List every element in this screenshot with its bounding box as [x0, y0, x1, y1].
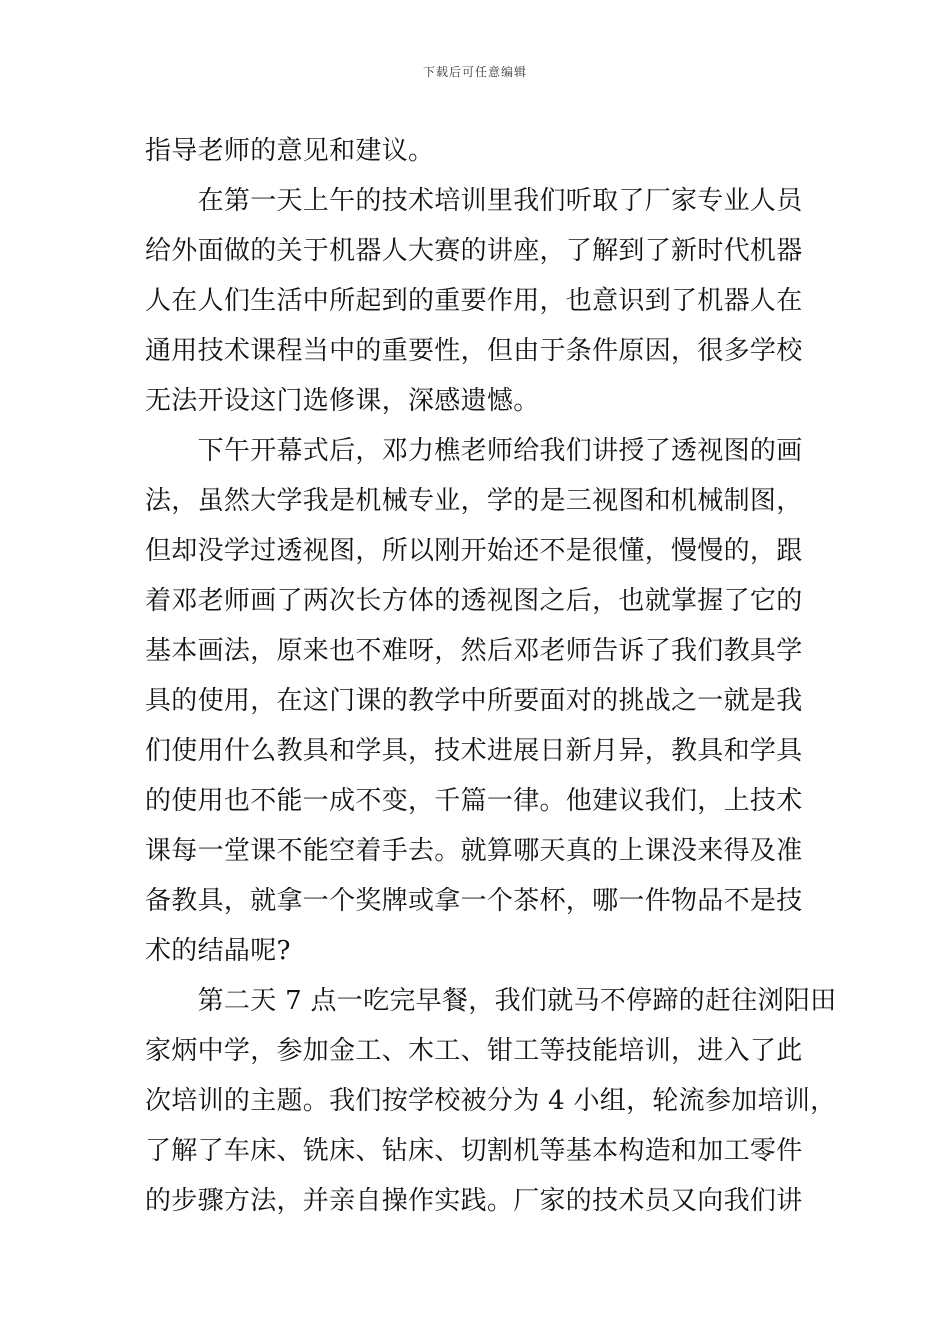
text-line: 了解了车床、铣床、钻床、切割机等基本构造和加工零件: [145, 1136, 803, 1166]
text-line: 法，虽然大学我是机械专业，学的是三视图和机械制图，: [145, 486, 803, 516]
text-line: 的使用也不能一成不变，千篇一律。他建议我们，上技术: [145, 786, 803, 816]
text-line: 次培训的主题。我们按学校被分为 4 小组，轮流参加培训，: [145, 1086, 837, 1116]
text-line: 通用技术课程当中的重要性，但由于条件原因，很多学校: [145, 336, 803, 366]
text-line: 术的结晶呢?: [145, 936, 291, 966]
text-line: 着邓老师画了两次长方体的透视图之后，也就掌握了它的: [145, 586, 803, 616]
document-body: [145, 126, 837, 1226]
text-line: 具的使用，在这门课的教学中所要面对的挑战之一就是我: [145, 686, 803, 716]
page-header: 下载后可任意编辑: [422, 65, 527, 79]
text-line: 给外面做的关于机器人大赛的讲座，了解到了新时代机器: [145, 236, 803, 266]
text-line: 家炳中学，参加金工、木工、钳工等技能培训，进入了此: [145, 1036, 803, 1066]
text-line: 第二天 7 点一吃完早餐，我们就马不停蹄的赶往浏阳田: [145, 986, 837, 1016]
text-line: 的步骤方法，并亲自操作实践。厂家的技术员又向我们讲: [145, 1186, 803, 1216]
text-line: 人在人们生活中所起到的重要作用，也意识到了机器人在: [145, 286, 803, 316]
text-line: 们使用什么教具和学具，技术进展日新月异，教具和学具: [145, 736, 803, 766]
text-line: 无法开设这门选修课，深感遗憾。: [145, 386, 540, 416]
text-line: 备教具，就拿一个奖牌或拿一个茶杯，哪一件物品不是技: [145, 886, 803, 916]
text-line: 基本画法，原来也不难呀，然后邓老师告诉了我们教具学: [145, 636, 803, 666]
text-line: 课每一堂课不能空着手去。就算哪天真的上课没来得及准: [145, 836, 803, 866]
text-line: 在第一天上午的技术培训里我们听取了厂家专业人员: [145, 186, 803, 216]
text-line: 下午开幕式后，邓力樵老师给我们讲授了透视图的画: [145, 436, 803, 466]
text-line: 但却没学过透视图，所以刚开始还不是很懂，慢慢的，跟: [145, 536, 803, 566]
text-line: 指导老师的意见和建议。: [145, 136, 435, 166]
